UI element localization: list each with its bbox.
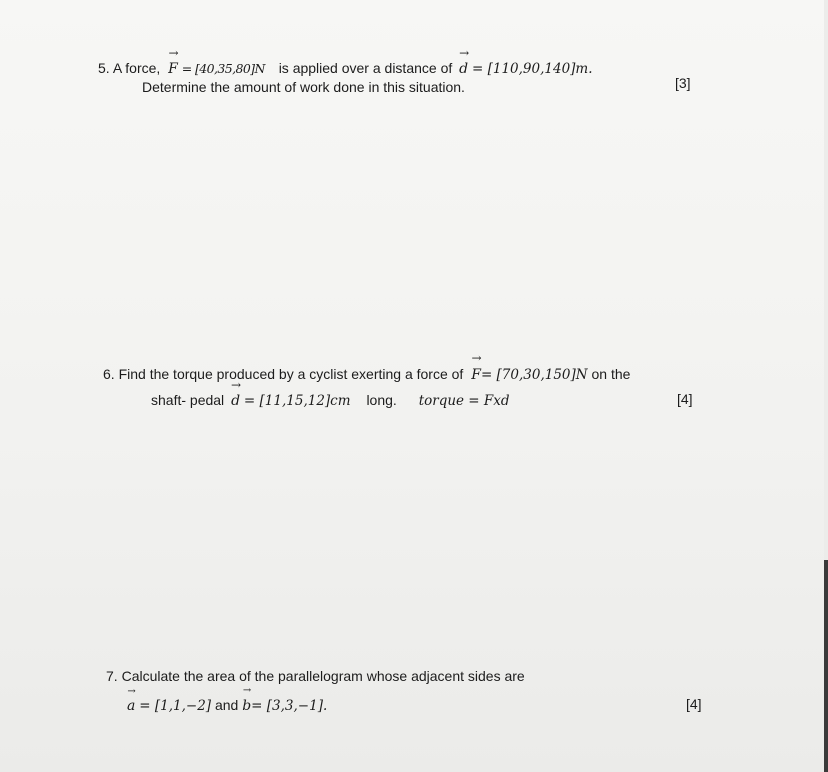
question-6-line-1 <box>103 351 631 384</box>
force-vector-symbol: → F <box>471 351 482 383</box>
question-6-marks: [4] <box>677 391 693 407</box>
question-6-suffix: on the <box>591 366 631 382</box>
question-7-line-2 <box>127 685 328 715</box>
force-vector-symbol: → F <box>168 46 179 77</box>
vector-arrow-icon: → <box>168 46 179 60</box>
question-5-force-value: = [40,35,80]N <box>181 61 265 76</box>
question-7-number: 7. <box>106 668 118 684</box>
distance-vector-symbol: → d <box>231 378 242 409</box>
question-6-prefix: Find the torque produced by a cyclist exerting a force of <box>118 366 464 382</box>
question-5-line-2: Determine the amount of work done in this situation. <box>142 79 465 95</box>
question-6-force-value: = [70,30,150]N <box>480 367 588 383</box>
distance-vector-symbol: → d <box>459 46 470 77</box>
question-7-line-1 <box>106 667 525 685</box>
question-6-line-2 <box>151 378 510 410</box>
question-7-text: Calculate the area of the parallelogram whose adjacent sides are <box>121 668 525 684</box>
vector-arrow-icon: → <box>127 686 136 697</box>
vector-arrow-icon: → <box>231 378 242 392</box>
vector-arrow-icon: → <box>242 685 252 696</box>
question-5-distance-value: = [110,90,140]m. <box>472 61 593 77</box>
question-5-line-1 <box>98 46 593 78</box>
question-6-line-2-prefix: shaft- pedal <box>151 392 225 408</box>
page-edge-shadow <box>824 560 828 772</box>
question-5-number: 5. <box>98 60 110 76</box>
question-5-marks: [3] <box>675 75 691 91</box>
question-7-and: and <box>214 697 239 713</box>
vector-arrow-icon: → <box>471 351 482 365</box>
question-6-number: 6. <box>103 366 115 382</box>
question-6-long-text: long. <box>366 392 397 408</box>
vector-a-symbol: → a <box>127 686 136 714</box>
question-6-distance-value: = [11,15,12]cm <box>243 393 351 409</box>
vector-b-value: = [3,3,−1]. <box>251 698 328 714</box>
vector-b-symbol: → b <box>242 685 252 714</box>
torque-formula: torque = Fxd <box>418 393 510 409</box>
question-7-marks: [4] <box>686 696 702 712</box>
question-5-middle-text: is applied over a distance of <box>278 60 453 76</box>
question-5-prefix: A force, <box>112 60 161 76</box>
vector-a-value: = [1,1,−2] <box>139 698 212 714</box>
vector-arrow-icon: → <box>459 46 470 60</box>
